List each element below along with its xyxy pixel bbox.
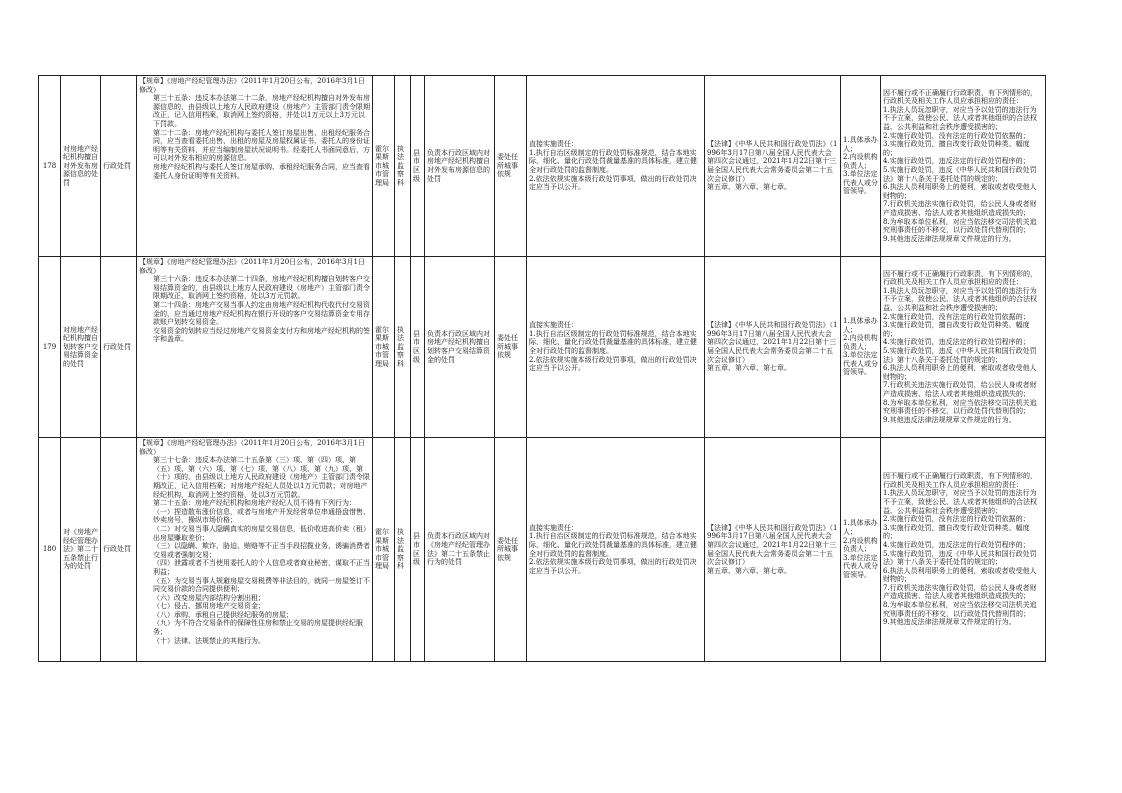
subject-cell: 执法监察科 [395, 76, 411, 257]
responsible-line: 3.单位法定代表人或分管领导。 [843, 170, 878, 196]
fault-line: 7.行政机关违法实施行政处罚，给公民人身或者财产造成损害、给法人或者其他组织造成损失的； [883, 583, 1037, 601]
legal-basis-cell [137, 438, 373, 662]
law-basis-line: 第五章、第六章、第七章。 [707, 364, 791, 373]
fault-line: 8.为牟取本单位私利，对应当依法移交司法机关追究刑事责任的不移交，以行政处罚代替刑罚的； [883, 398, 1037, 416]
fault-line: 5.实施行政处罚，违反《中华人民共和国行政处罚法》第十八条关于委托处罚的规定的； [883, 347, 1037, 364]
fault-line: 3.实施行政处罚，擅自改变行政处罚种类、幅度的； [883, 140, 1030, 157]
fault-line: 4.实施行政处罚，违反法定的行政处罚程序的； [883, 157, 1030, 166]
legal-basis-line: 【规章】《房地产经纪管理办法》（2011年1月20日公布，2016年3月1日修改） [139, 258, 365, 275]
legal-basis-line: 房地产经纪机构与委托人签订房屋承购、承租经纪服务合同，应当查看委托人身份证明等有关资料。 [153, 162, 370, 180]
subject-cell: 执法监察科 [395, 438, 411, 662]
subject-cell: 执法监察科 [395, 257, 411, 438]
fault-line: 6.执法人员利用职务上的便利，索取或者收受他人财物的； [883, 566, 1037, 584]
fault-line: 3.实施行政处罚，擅自改变行政处罚种类、幅度的； [883, 321, 1030, 338]
fault-cell [881, 76, 1046, 257]
level-cell: 县市区级 [411, 257, 425, 438]
responsible-cell [841, 257, 881, 438]
fault-line: 5.实施行政处罚，违反《中华人民共和国行政处罚法》第十八条关于委托处罚的规定的； [883, 549, 1037, 567]
duty-cell [527, 438, 705, 662]
responsible-cell [841, 76, 881, 257]
table-row [39, 257, 1046, 438]
legal-basis-line: （六）改变房屋内部结构分割出租； [153, 593, 265, 602]
legal-basis-line: （三）以隐瞒、欺诈、胁迫、贿赂等不正当手段招揽业务，诱骗消费者交易或者强制交易； [153, 542, 370, 559]
duty-line: 2.依法依规实施本级行政处罚事项，做出的行政处罚决定应当予以公开。 [529, 174, 697, 192]
law-basis-line: 第五章、第六章、第七章。 [707, 566, 791, 575]
fault-line: 2.实施行政处罚，没有法定的行政处罚依据的； [883, 131, 1030, 140]
row-number-cell: 178 [39, 76, 61, 257]
duty-short-cell: 委处任所城事依规 [495, 438, 527, 662]
legal-basis-line: （一）捏造散布涨价信息，或者与房地产开发经营单位串通捂盘惜售、炒卖房号，操纵市场价格； [153, 507, 370, 525]
fault-line: 6.执法人员利用职务上的便利，索取或者收受他人财物的； [883, 183, 1037, 200]
item-name-cell: 对《房地产经纪管理办法》第二十五条禁止行为的处罚 [61, 438, 101, 662]
responsible-line: 3.单位法定代表人或分管领导。 [843, 351, 878, 377]
fault-line: 1.执法人员玩忽职守，对应当予以处罚的违法行为不予立案，致使公民、法人或者其他组织的合法权益、公共利益和社会秩序遭受损害的； [883, 489, 1037, 515]
duty-line: 1.执行自治区级制定的行政处罚标准规范，结合本地实际，细化、量化行政处罚裁量基准的具体标准，建立健全对行政处罚的监督制度。 [529, 532, 697, 558]
department-cell: 霍尔果斯市城市管理局 [373, 438, 395, 662]
legal-basis-line: （七）侵占、挪用房地产交易资金； [153, 602, 265, 611]
fault-line: 5.实施行政处罚，违反《中华人民共和国行政处罚法》第十八条关于委托处罚的规定的； [883, 166, 1037, 183]
duty-line: 1.执行自治区级制定的行政处罚标准规范，结合本地实际，细化、量化行政处罚裁量基准的具体标准，建立健全对行政处罚的监督制度。 [529, 148, 697, 174]
level-cell: 县市区级 [411, 76, 425, 257]
item-type-cell: 行政处罚 [101, 257, 137, 438]
level-cell: 县市区级 [411, 438, 425, 662]
legal-basis-line: 第三十七条：违反本办法第二十五条第（三）项、第（四）项、第（五）项、第（六）项、第（七）项、第（八）项、第（九）项、第（十）项的，由县级以上地方人民政府建设（房地产）主管部门责令限期改正，记入信用档案；对房地产经纪人员处以1万元罚款；对房地产经纪机构，取消网上签约资格，处以3万元罚款。 [153, 456, 370, 499]
legal-basis-line: （五）为交易当事人规避房屋交易税费等非法目的，就同一房屋签订不同交易价款的合同提供便利； [153, 576, 370, 594]
item-name-cell: 对房地产经纪机构擅自对外发布房源信息的处罚 [61, 76, 101, 257]
table-row [39, 76, 1046, 257]
law-basis-line: 【法律】《中华人民共和国行政处罚法》（1996年3月17日第八届全国人民代表大会第四次会议通过，2021年1月22日第十三届全国人民代表大会常务委员会第二十五次会议修订） [707, 523, 838, 567]
scope-cell: 负责本行政区域内对房地产经纪机构擅自对外发布房源信息的处罚 [425, 76, 495, 257]
fault-line: 8.为牟取本单位私利，对应当依法移交司法机关追究刑事责任的不移交，以行政处罚代替刑罚的； [883, 601, 1037, 618]
law-basis-line: 【法律】《中华人民共和国行政处罚法》（1996年3月17日第八届全国人民代表大会第四次会议通过，2021年1月22日第十三届全国人民代表大会常务委员会第二十五次会议修订） [707, 321, 838, 364]
fault-line: 1.执法人员玩忽职守，对应当予以处罚的违法行为不予立案，致使公民、法人或者其他组织的合法权益、公共利益和社会秩序遭受损害的； [883, 105, 1037, 132]
duty-line: 直接实施责任： [529, 523, 578, 532]
fault-cell [881, 438, 1046, 662]
legal-basis-line: 【规章】《房地产经纪管理办法》（2011年1月20日公布，2016年3月1日修改） [139, 77, 365, 94]
duty-short-cell: 委处任所城事依规 [495, 76, 527, 257]
item-name-cell: 对房地产经纪机构擅自划转客户交易结算资金的处罚 [61, 257, 101, 438]
legal-basis-line: （十）法律、法规禁止的其他行为。 [153, 636, 265, 645]
fault-line: 1.执法人员玩忽职守，对应当予以处罚的违法行为不予立案，致使公民、法人或者其他组织的合法权益、公共利益和社会秩序遭受损害的； [883, 286, 1037, 313]
fault-line: 2.实施行政处罚，没有法定的行政处罚依据的； [883, 312, 1030, 321]
fault-line: 9.其他违反法律法规规章文件规定的行为。 [883, 618, 1016, 627]
fault-line: 2.实施行政处罚，没有法定的行政处罚依据的； [883, 515, 1030, 524]
law-basis-line: 【法律】《中华人民共和国行政处罚法》（1996年3月17日第八届全国人民代表大会第四次会议通过，2021年1月22日第十三届全国人民代表大会常务委员会第二十五次会议修订） [707, 140, 838, 183]
fault-line: 8.为牟取本单位私利，对应当依法移交司法机关追究刑事责任的不移交，以行政处罚代替刑罚的； [883, 217, 1037, 235]
scope-cell: 负责本行政区域内对《房地产经纪管理办法》第二十五条禁止行为的处罚 [425, 438, 495, 662]
law-basis-cell [705, 76, 841, 257]
duty-line: 直接实施责任： [529, 321, 578, 330]
item-type-cell: 行政处罚 [101, 76, 137, 257]
legal-basis-line: （八）承购、承租自己提供经纪服务的房屋； [153, 610, 293, 619]
responsible-cell [841, 438, 881, 662]
legal-basis-cell [137, 257, 373, 438]
legal-basis-line: （二）对交易当事人隐瞒真实的房屋交易信息，低价收进高价卖（租）出房屋赚取差价； [153, 524, 370, 542]
duty-line: 2.依法依规实施本级行政处罚事项，做出的行政处罚决定应当予以公开。 [529, 355, 697, 373]
fault-line: 9.其他违反法律法规规章文件规定的行为。 [883, 415, 1016, 424]
legal-basis-line: 第三十六条：违反本办法第二十四条，房地产经纪机构擅自划转客户交易结算资金的，由县级以上地方人民政府建设（房地产）主管部门责令限期改正，取消网上签约资格，处以3万元罚款。 [153, 275, 370, 301]
fault-cell [881, 257, 1046, 438]
legal-basis-line: 交易资金的划转应当经过房地产交易资金支付方和房地产经纪机构的签字和盖章。 [153, 326, 370, 344]
responsible-line: 2.内设机构负责人； [843, 536, 878, 554]
legal-basis-line: （九）为不符合交易条件的保障性住房和禁止交易的房屋提供经纪服务； [153, 619, 363, 637]
department-cell: 霍尔果斯市城市管理局 [373, 257, 395, 438]
fault-line: 因不履行或不正确履行行政职责，有下列情形的，行政机关及相关工作人员应承担相应的责任： [883, 88, 1037, 106]
fault-line: 因不履行或不正确履行行政职责，有下列情形的，行政机关及相关工作人员应承担相应的责任： [883, 472, 1037, 489]
fault-line: 因不履行或不正确履行行政职责，有下列情形的，行政机关及相关工作人员应承担相应的责任： [883, 269, 1037, 287]
responsible-line: 3.单位法定代表人或分管领导。 [843, 553, 878, 579]
fault-line: 4.实施行政处罚，违反法定的行政处罚程序的； [883, 540, 1030, 549]
legal-basis-line: 【规章】《房地产经纪管理办法》（2011年1月20日公布，2016年3月1日修改） [139, 439, 365, 456]
responsible-line: 2.内设机构负责人； [843, 153, 878, 170]
law-basis-cell [705, 257, 841, 438]
fault-line: 7.行政机关违法实施行政处罚，给公民人身或者财产造成损害、给法人或者其他组织造成损失的； [883, 200, 1037, 217]
responsible-line: 2.内设机构负责人； [843, 334, 878, 351]
scope-cell: 负责本行政区域内对房地产经纪机构擅自划转客户交易结算资金的处罚 [425, 257, 495, 438]
row-number-cell: 179 [39, 257, 61, 438]
table-row [39, 438, 1046, 662]
fault-line: 3.实施行政处罚，擅自改变行政处罚种类、幅度的； [883, 523, 1030, 541]
duty-line: 直接实施责任： [529, 140, 578, 149]
row-number-cell: 180 [39, 438, 61, 662]
legal-basis-cell [137, 76, 373, 257]
legal-basis-line: 第二十五条：房地产经纪机构和房地产经纪人员不得有下列行为： [153, 499, 356, 508]
law-basis-line: 第五章、第六章、第七章。 [707, 183, 791, 192]
power-list-table [38, 75, 1046, 662]
fault-line: 4.实施行政处罚，违反法定的行政处罚程序的； [883, 338, 1030, 347]
duty-short-cell: 委处任所城事依规 [495, 257, 527, 438]
legal-basis-line: （四）泄露或者不当使用委托人的个人信息或者商业秘密，谋取不正当利益； [153, 559, 370, 576]
responsible-line: 1.具体承办人； [843, 135, 878, 153]
duty-line: 2.依法依规实施本级行政处罚事项，做出的行政处罚决定应当予以公开。 [529, 558, 697, 575]
duty-cell [527, 76, 705, 257]
duty-line: 1.执行自治区级制定的行政处罚标准规范，结合本地实际，细化、量化行政处罚裁量基准的具体标准，建立健全对行政处罚的监督制度。 [529, 329, 697, 355]
item-type-cell: 行政处罚 [101, 438, 137, 662]
legal-basis-line: 第三十五条：违反本办法第二十二条，房地产经纪机构擅自对外发布房源信息的，由县级以上地方人民政府建设（房地产）主管部门责令限期改正，记入信用档案，取消网上签约资格，并处以1万元以上3万元以下罚款。 [153, 94, 370, 128]
responsible-line: 1.具体承办人； [843, 316, 878, 334]
responsible-line: 1.具体承办人； [843, 519, 878, 537]
law-basis-cell [705, 438, 841, 662]
fault-line: 6.执法人员利用职务上的便利，索取或者收受他人财物的； [883, 364, 1037, 381]
legal-basis-line: 第二十二条：房地产经纪机构与委托人签订房屋出售、出租经纪服务合同，应当查看委托出售、出租的房屋及房屋权属证书，委托人的身份证明等有关资料，并应当编制房屋状况说明书。经委托人书面同意后，方可以对外发布相应的房源信息。 [153, 128, 370, 163]
fault-line: 7.行政机关违法实施行政处罚，给公民人身或者财产造成损害、给法人或者其他组织造成损失的； [883, 381, 1037, 398]
legal-basis-line: 第二十四条：房地产交易当事人约定由房地产经纪机构代收代付交易资金的，应当通过房地产经纪机构在银行开设的客户交易结算资金专用存款账户划转交易资金。 [153, 300, 370, 327]
duty-cell [527, 257, 705, 438]
fault-line: 9.其他违反法律法规规章文件规定的行为。 [883, 234, 1016, 243]
department-cell: 霍尔果斯市城市管理局 [373, 76, 395, 257]
